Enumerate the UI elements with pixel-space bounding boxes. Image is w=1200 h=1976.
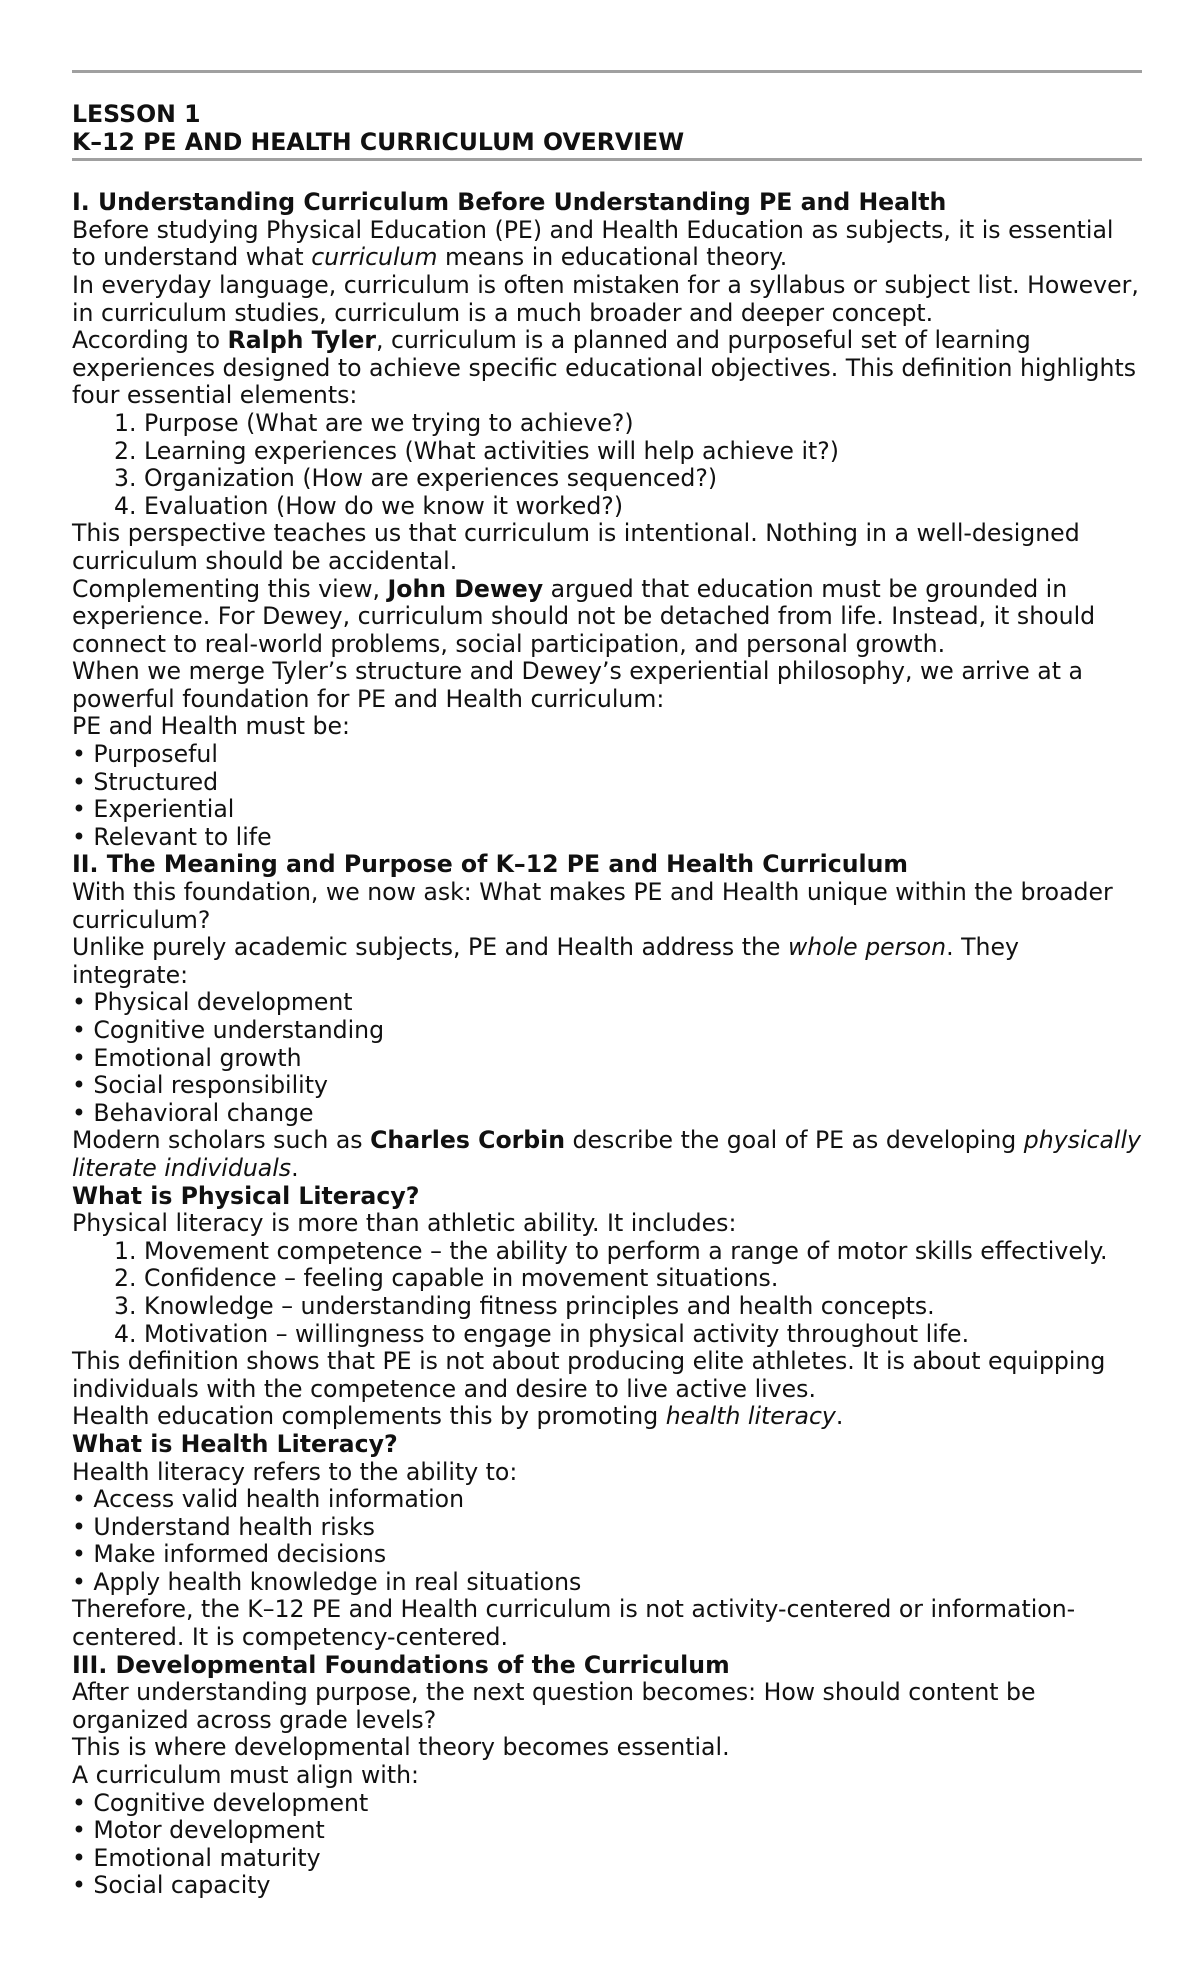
- health-literacy-heading: What is Health Literacy?: [72, 1429, 398, 1458]
- paragraph: Complementing this view, John Dewey argued that education must be grounded in experience. For Dewey, curriculum should not be detached from life. Instead, it should connect to real-world problems, social participation, and personal growth.: [72, 574, 1096, 658]
- tyler-elements-list: [72, 410, 1142, 520]
- physical-literacy-heading: What is Physical Literacy?: [72, 1181, 420, 1210]
- alignment-list: [72, 1790, 1142, 1900]
- paragraph: When we merge Tyler’s structure and Dewey’s experiential philosophy, we arrive at a powerful foundation for PE and Health curriculum:: [72, 657, 1083, 713]
- list-item: • Cognitive understanding: [72, 1017, 1142, 1045]
- paragraph: After understanding purpose, the next question becomes: How should content be organized across grade levels?: [72, 1678, 1036, 1734]
- paragraph: A curriculum must align with:: [72, 1761, 420, 1790]
- list-item: • Emotional growth: [72, 1045, 1142, 1073]
- paragraph: Health literacy refers to the ability to:: [72, 1457, 518, 1486]
- paragraph: PE and Health must be:: [72, 712, 350, 741]
- list-item: 3. Knowledge – understanding fitness principles and health concepts.: [144, 1293, 1142, 1321]
- paragraph: This is where developmental theory becomes essential.: [72, 1733, 730, 1762]
- paragraph: Therefore, the K–12 PE and Health curriculum is not activity-centered or information-centered. It is competency-centered.: [72, 1595, 1076, 1652]
- paragraph: According to Ralph Tyler, curriculum is a planned and purposeful set of learning experiences designed to achieve specific educational objectives. This definition highlights four essential elements:: [72, 326, 1136, 410]
- lesson-number: LESSON 1: [72, 100, 201, 128]
- paragraph: This perspective teaches us that curriculum is intentional. Nothing in a well-designed curriculum should be accidental.: [72, 519, 1080, 575]
- title-rule: [72, 158, 1142, 161]
- section-3-heading: III. Developmental Foundations of the Curriculum: [72, 1650, 730, 1679]
- paragraph: With this foundation, we now ask: What makes PE and Health unique within the broader curriculum?: [72, 878, 1113, 934]
- list-item: • Make informed decisions: [72, 1541, 1142, 1569]
- list-item: • Motor development: [72, 1817, 1142, 1845]
- paragraph: Health education complements this by promoting health literacy.: [72, 1402, 844, 1431]
- top-rule: [72, 70, 1142, 73]
- lesson-title: K–12 PE AND HEALTH CURRICULUM OVERVIEW: [72, 127, 685, 156]
- list-item: • Access valid health information: [72, 1486, 1142, 1514]
- list-item: • Cognitive development: [72, 1790, 1142, 1818]
- list-item: 4. Evaluation (How do we know it worked?): [144, 493, 1142, 521]
- list-item: • Structured: [72, 769, 1142, 797]
- paragraph: Modern scholars such as Charles Corbin describe the goal of PE as developing physically literate individuals.: [72, 1126, 1142, 1182]
- list-item: • Relevant to life: [72, 824, 1142, 852]
- list-item: 2. Confidence – feeling capable in movement situations.: [144, 1265, 1142, 1293]
- list-item: • Purposeful: [72, 741, 1142, 769]
- list-item: • Physical development: [72, 989, 1142, 1017]
- list-item: 2. Learning experiences (What activities will help achieve it?): [144, 438, 1142, 466]
- list-item: • Behavioral change: [72, 1100, 1142, 1128]
- paragraph: In everyday language, curriculum is often mistaken for a syllabus or subject list. However, in curriculum studies, curriculum is a much broader and deeper concept.: [72, 270, 1139, 327]
- list-item: 1. Purpose (What are we trying to achieve?): [144, 410, 1142, 438]
- section-1-heading: I. Understanding Curriculum Before Understanding PE and Health: [72, 188, 947, 217]
- physical-literacy-list: [72, 1238, 1142, 1348]
- list-item: • Social responsibility: [72, 1072, 1142, 1100]
- list-item: 1. Movement competence – the ability to perform a range of motor skills effectively.: [144, 1238, 1142, 1266]
- section-2-heading: II. The Meaning and Purpose of K–12 PE and Health Curriculum: [72, 850, 908, 879]
- list-item: • Experiential: [72, 796, 1142, 824]
- list-item: • Emotional maturity: [72, 1845, 1142, 1873]
- list-item: 4. Motivation – willingness to engage in physical activity throughout life.: [144, 1321, 1142, 1349]
- paragraph: Unlike purely academic subjects, PE and Health address the whole person. They integrate:: [72, 933, 1019, 989]
- must-be-list: [72, 741, 1142, 851]
- paragraph: Physical literacy is more than athletic ability. It includes:: [72, 1209, 737, 1238]
- list-item: 3. Organization (How are experiences sequenced?): [144, 465, 1142, 493]
- document-page: [72, 70, 1142, 1900]
- paragraph: This definition shows that PE is not about producing elite athletes. It is about equipping individuals with the competence and desire to live active lives.: [72, 1347, 1106, 1403]
- list-item: • Social capacity: [72, 1872, 1142, 1900]
- health-literacy-list: [72, 1486, 1142, 1596]
- list-item: • Understand health risks: [72, 1514, 1142, 1542]
- paragraph: Before studying Physical Education (PE) and Health Education as subjects, it is essential to understand what curriculum means in educational theory.: [72, 215, 1114, 272]
- integrate-list: [72, 989, 1142, 1127]
- list-item: • Apply health knowledge in real situations: [72, 1569, 1142, 1597]
